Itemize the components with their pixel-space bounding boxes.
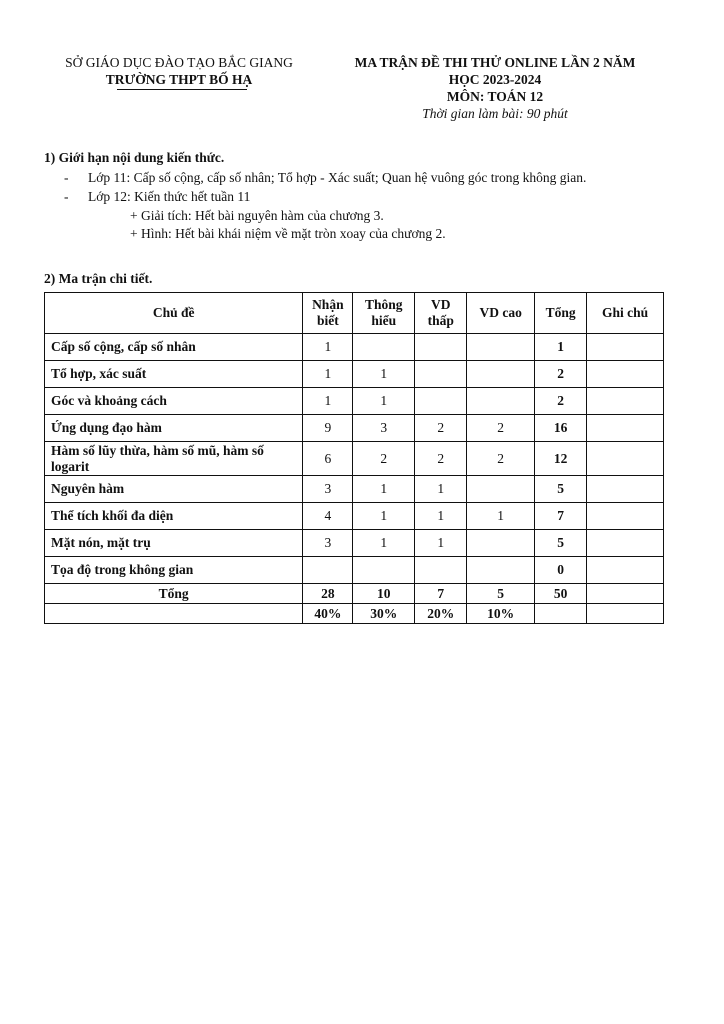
comprehension-cell: 1 bbox=[353, 530, 415, 557]
header-right bbox=[330, 54, 660, 122]
pct-recognition: 40% bbox=[303, 604, 353, 624]
header-note: Ghi chú bbox=[587, 293, 664, 334]
topic-cell: Nguyên hàm bbox=[45, 476, 303, 503]
subitem-analysis: + Giải tích: Hết bài nguyên hàm của chương 3. bbox=[130, 208, 384, 223]
high-application-cell: 1 bbox=[467, 503, 535, 530]
section2-heading: 2) Ma trận chi tiết. bbox=[44, 271, 153, 286]
note-cell bbox=[587, 415, 664, 442]
subitem-geometry: + Hình: Hết bài khái niệm về mặt tròn xoay của chương 2. bbox=[130, 226, 446, 241]
table-row bbox=[45, 557, 664, 584]
comprehension-cell: 3 bbox=[353, 415, 415, 442]
table-row bbox=[45, 476, 664, 503]
sum-row bbox=[45, 584, 664, 604]
total-cell: 5 bbox=[535, 530, 587, 557]
table-header-row bbox=[45, 293, 664, 334]
sum-label: Tổng bbox=[45, 584, 303, 604]
percentage-row bbox=[45, 604, 664, 624]
table-row bbox=[45, 415, 664, 442]
section1-bullet bbox=[64, 189, 250, 205]
high-application-cell: 2 bbox=[467, 415, 535, 442]
pct-comprehension: 30% bbox=[353, 604, 415, 624]
high-application-cell bbox=[467, 476, 535, 503]
table-row bbox=[45, 334, 664, 361]
department-name: SỞ GIÁO DỤC ĐÀO TẠO BẮC GIANG bbox=[65, 55, 293, 70]
table-row bbox=[45, 388, 664, 415]
bullet-text: Lớp 12: Kiến thức hết tuần 11 bbox=[88, 189, 251, 204]
pct-note bbox=[587, 604, 664, 624]
note-cell bbox=[587, 334, 664, 361]
sum-low-application: 7 bbox=[415, 584, 467, 604]
pct-total bbox=[535, 604, 587, 624]
subject-label: MÔN: TOÁN 12 bbox=[446, 89, 544, 104]
recognition-cell: 1 bbox=[303, 361, 353, 388]
high-application-cell bbox=[467, 557, 535, 584]
recognition-cell: 9 bbox=[303, 415, 353, 442]
table-row bbox=[45, 503, 664, 530]
total-cell: 16 bbox=[535, 415, 587, 442]
total-cell: 1 bbox=[535, 334, 587, 361]
total-cell: 5 bbox=[535, 476, 587, 503]
exam-matrix-table bbox=[44, 292, 664, 624]
topic-cell: Hàm số lũy thừa, hàm số mũ, hàm số logarit bbox=[45, 442, 303, 476]
total-cell: 7 bbox=[535, 503, 587, 530]
sum-comprehension: 10 bbox=[353, 584, 415, 604]
sum-high-application: 5 bbox=[467, 584, 535, 604]
low-application-cell bbox=[415, 361, 467, 388]
note-cell bbox=[587, 530, 664, 557]
header-high-application: VD cao bbox=[467, 293, 535, 334]
sum-note bbox=[587, 584, 664, 604]
table-row bbox=[45, 361, 664, 388]
low-application-cell: 1 bbox=[415, 476, 467, 503]
header-total: Tổng bbox=[535, 293, 587, 334]
section1-bullet bbox=[64, 170, 586, 186]
recognition-cell: 6 bbox=[303, 442, 353, 476]
recognition-cell: 4 bbox=[303, 503, 353, 530]
comprehension-cell bbox=[353, 334, 415, 361]
topic-cell: Tổ hợp, xác suất bbox=[45, 361, 303, 388]
note-cell bbox=[587, 442, 664, 476]
comprehension-cell: 1 bbox=[353, 388, 415, 415]
low-application-cell: 2 bbox=[415, 415, 467, 442]
header-recognition: Nhận biết bbox=[303, 293, 353, 334]
high-application-cell bbox=[467, 334, 535, 361]
high-application-cell: 2 bbox=[467, 442, 535, 476]
comprehension-cell: 2 bbox=[353, 442, 415, 476]
low-application-cell: 1 bbox=[415, 503, 467, 530]
note-cell bbox=[587, 476, 664, 503]
high-application-cell bbox=[467, 361, 535, 388]
comprehension-cell: 1 bbox=[353, 361, 415, 388]
topic-cell: Tọa độ trong không gian bbox=[45, 557, 303, 584]
pct-low-application: 20% bbox=[415, 604, 467, 624]
comprehension-cell: 1 bbox=[353, 476, 415, 503]
document-title-line1: MA TRẬN ĐỀ THI THỬ ONLINE LẦN 2 NĂM bbox=[354, 55, 636, 70]
header-comprehension: Thông hiểu bbox=[353, 293, 415, 334]
low-application-cell bbox=[415, 557, 467, 584]
section1-heading: 1) Giới hạn nội dung kiến thức. bbox=[44, 150, 225, 165]
total-cell: 2 bbox=[535, 361, 587, 388]
header-topic: Chủ đề bbox=[45, 293, 303, 334]
low-application-cell: 2 bbox=[415, 442, 467, 476]
recognition-cell: 1 bbox=[303, 334, 353, 361]
note-cell bbox=[587, 388, 664, 415]
table-row bbox=[45, 530, 664, 557]
bullet-text: Lớp 11: Cấp số cộng, cấp số nhân; Tổ hợp - Xác suất; Quan hệ vuông góc trong không gian. bbox=[88, 170, 587, 185]
note-cell bbox=[587, 503, 664, 530]
exam-duration: Thời gian làm bài: 90 phút bbox=[422, 106, 568, 121]
pct-label bbox=[45, 604, 303, 624]
topic-cell: Cấp số cộng, cấp số nhân bbox=[45, 334, 303, 361]
recognition-cell: 3 bbox=[303, 476, 353, 503]
recognition-cell: 3 bbox=[303, 530, 353, 557]
topic-cell: Góc và khoảng cách bbox=[45, 388, 303, 415]
high-application-cell bbox=[467, 388, 535, 415]
recognition-cell bbox=[303, 557, 353, 584]
table-row bbox=[45, 442, 664, 476]
high-application-cell bbox=[467, 530, 535, 557]
total-cell: 2 bbox=[535, 388, 587, 415]
topic-cell: Mặt nón, mặt trụ bbox=[45, 530, 303, 557]
low-application-cell bbox=[415, 334, 467, 361]
sum-recognition: 28 bbox=[303, 584, 353, 604]
bullet-marker: - bbox=[64, 170, 69, 185]
topic-cell: Ứng dụng đạo hàm bbox=[45, 415, 303, 442]
header-low-application: VD thấp bbox=[415, 293, 467, 334]
document-title-line2: HỌC 2023-2024 bbox=[448, 72, 542, 87]
recognition-cell: 1 bbox=[303, 388, 353, 415]
school-underline bbox=[117, 89, 247, 90]
comprehension-cell: 1 bbox=[353, 503, 415, 530]
low-application-cell bbox=[415, 388, 467, 415]
topic-cell: Thể tích khối đa diện bbox=[45, 503, 303, 530]
note-cell bbox=[587, 557, 664, 584]
total-cell: 12 bbox=[535, 442, 587, 476]
school-name: TRƯỜNG THPT BỐ HẠ bbox=[105, 72, 253, 87]
pct-high-application: 10% bbox=[467, 604, 535, 624]
low-application-cell: 1 bbox=[415, 530, 467, 557]
sum-total: 50 bbox=[535, 584, 587, 604]
header-left bbox=[44, 54, 314, 90]
bullet-marker: - bbox=[64, 189, 69, 204]
note-cell bbox=[587, 361, 664, 388]
total-cell: 0 bbox=[535, 557, 587, 584]
comprehension-cell bbox=[353, 557, 415, 584]
